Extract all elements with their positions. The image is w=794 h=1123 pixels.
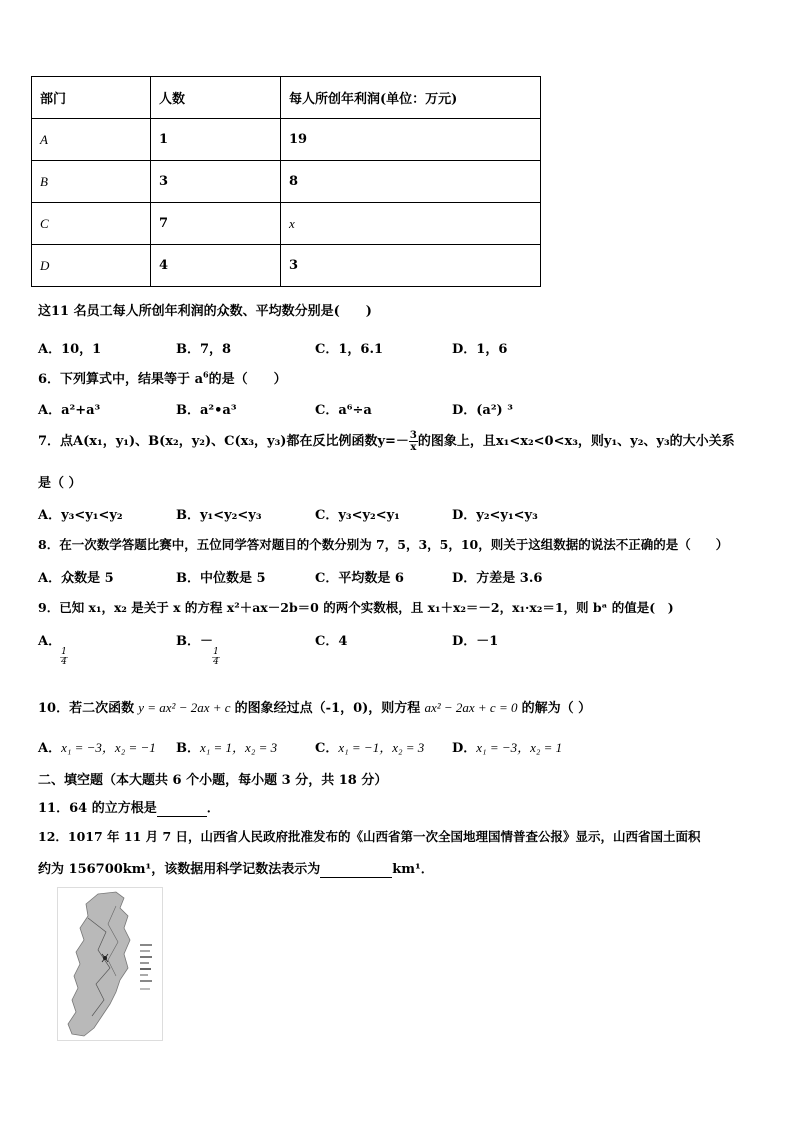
question-7-stem-line2: 是（ ） — [38, 476, 82, 491]
question-5-stem: 这11 名员工每人所创年利润的众数、平均数分别是( ) — [38, 304, 372, 319]
shanxi-map-icon — [58, 888, 162, 1040]
q10-stem-mid: 的图象经过点（-1，0)，则方程 — [234, 701, 421, 716]
q7-fraction — [409, 430, 418, 453]
q10-stem-pre: 10．若二次函数 — [38, 701, 135, 716]
cell-dept: A — [32, 119, 151, 161]
q10-a-text: x₁ = −3，x₂ = −1 — [61, 740, 156, 755]
q5-option-d[interactable]: D．1，6 — [452, 342, 508, 357]
cell-count: 3 — [151, 161, 281, 203]
q8-option-b[interactable]: B．中位数是 5 — [176, 571, 266, 586]
cell-profit: 8 — [281, 161, 541, 203]
cell-profit: x — [281, 203, 541, 245]
cell-dept: C — [32, 203, 151, 245]
q12-answer-blank[interactable] — [320, 862, 392, 878]
table-row — [32, 245, 541, 287]
q5-option-c[interactable]: C．1，6.1 — [315, 342, 384, 357]
question-7-stem — [38, 430, 735, 453]
q10-equation: ax² − 2ax + c = 0 — [424, 700, 518, 715]
q12-stem-pre: 约为 156700km¹，该数据用科学记数法表示为 — [38, 862, 321, 877]
header-count: 人数 — [151, 77, 281, 119]
q11-answer-blank[interactable] — [157, 801, 207, 817]
q10-option-c[interactable] — [315, 737, 424, 756]
q6-option-c[interactable]: C．a⁶÷a — [315, 403, 372, 418]
q10-option-d[interactable] — [452, 737, 562, 756]
q9a-frac-num: 1 — [61, 647, 67, 657]
q7-option-b[interactable]: B．y₁<y₂<y₃ — [176, 508, 262, 523]
q12-stem-post: km¹． — [392, 862, 434, 877]
q10-option-a[interactable] — [38, 737, 156, 756]
q11-stem-post: ． — [206, 801, 220, 816]
cell-dept: B — [32, 161, 151, 203]
question-12-line1: 12．1017 年 11 月 7 日，山西省人民政府批准发布的《山西省第一次全国地理国情普查公报》显示，山西省国土面积 — [38, 829, 701, 844]
q9b-frac-num: 1 — [213, 647, 219, 657]
q11-stem-pre: 11．64 的立方根是 — [38, 801, 157, 816]
q6-stem-post: 的是（ ） — [208, 372, 287, 387]
q10-d-label: D． — [452, 741, 477, 756]
q9-option-c[interactable]: C．4 — [315, 634, 348, 649]
q7-frac-num: 3 — [409, 430, 417, 441]
q6-option-b[interactable]: B．a²•a³ — [176, 403, 237, 418]
q7-option-c[interactable]: C．y₃<y₂<y₁ — [315, 508, 400, 523]
q9-option-a[interactable]: A． — [38, 634, 62, 649]
q9-option-b[interactable]: B．－ — [176, 634, 213, 649]
q10-option-b[interactable] — [176, 737, 277, 756]
q10-c-label: C． — [315, 741, 339, 756]
cell-count: 1 — [151, 119, 281, 161]
table-header-row — [32, 77, 541, 119]
q10-function: y = ax² − 2ax + c — [138, 700, 231, 715]
cell-count: 4 — [151, 245, 281, 287]
q8-option-a[interactable]: A．众数是 5 — [38, 571, 114, 586]
q9b-frac-den: 4 — [213, 657, 219, 667]
q6-option-d[interactable]: D．(a²) ³ — [452, 403, 513, 418]
q8-option-d[interactable]: D．方差是 3.6 — [452, 571, 543, 586]
q5-option-b[interactable]: B．7，8 — [176, 342, 232, 357]
q10-d-text: x₁ = −3，x₂ = 1 — [476, 740, 563, 755]
q7-stem-pre: 7．点A(x₁，y₁)、B(x₂，y₂)、C(x₃，y₃)都在反比例函数y=－ — [38, 434, 409, 449]
q9-option-a-fraction — [60, 648, 68, 667]
q7-stem-post: 的图象上，且x₁<x₂<0<x₃，则y₁、y₂、y₃的大小关系 — [417, 434, 735, 449]
q10-stem-post: 的解为（ ） — [521, 701, 592, 716]
q6-stem-sup: 6 — [203, 369, 209, 380]
cell-count: 7 — [151, 203, 281, 245]
table-row — [32, 203, 541, 245]
table-row — [32, 161, 541, 203]
header-department: 部门 — [32, 77, 151, 119]
question-8-stem: 8．在一次数学答题比赛中，五位同学答对题目的个数分别为 7，5，3，5，10，则关于这组数据的说法不正确的是（ ） — [38, 537, 729, 552]
question-11-stem — [38, 797, 220, 817]
question-12-line2 — [38, 858, 434, 878]
q7-option-a[interactable]: A．y₃<y₁<y₂ — [38, 508, 123, 523]
section-2-title: 二、填空题（本大题共 6 个小题，每小题 3 分，共 18 分） — [38, 773, 388, 788]
q8-option-c[interactable]: C．平均数是 6 — [315, 571, 404, 586]
question-10-stem — [38, 697, 591, 716]
q5-option-a[interactable]: A．10，1 — [38, 342, 102, 357]
question-9-stem: 9．已知 x₁，x₂ 是关于 x 的方程 x²＋ax－2b＝0 的两个实数根，且 x₁＋x₂＝－2，x₁·x₂＝1，则 bᵃ 的值是( ) — [38, 600, 674, 615]
q7-frac-den: x — [410, 442, 417, 453]
q9-option-d[interactable]: D．－1 — [452, 634, 499, 649]
shanxi-map-figure — [57, 887, 163, 1041]
table-row — [32, 119, 541, 161]
q10-b-label: B． — [176, 741, 200, 756]
q9-option-b-fraction — [212, 648, 220, 667]
cell-dept: D — [32, 245, 151, 287]
header-profit: 每人所创年利润(单位：万元) — [281, 77, 541, 119]
question-6-stem — [38, 368, 287, 387]
q10-c-text: x₁ = −1，x₂ = 3 — [338, 740, 425, 755]
q6-option-a[interactable]: A．a²+a³ — [38, 403, 101, 418]
cell-profit: 19 — [281, 119, 541, 161]
q10-a-label: A． — [38, 741, 62, 756]
profit-table — [31, 76, 541, 287]
q9a-frac-den: 4 — [61, 657, 67, 667]
cell-profit: 3 — [281, 245, 541, 287]
q6-stem-pre: 6．下列算式中，结果等于 a — [38, 372, 203, 387]
q7-option-d[interactable]: D．y₂<y₁<y₃ — [452, 508, 538, 523]
q10-b-text: x₁ = 1，x₂ = 3 — [200, 740, 278, 755]
